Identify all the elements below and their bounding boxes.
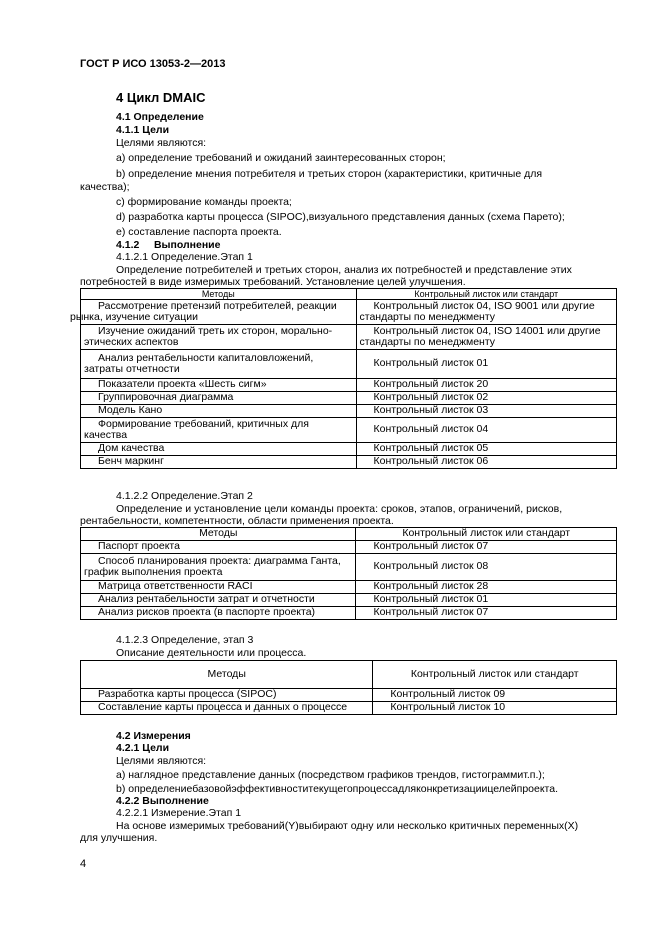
col-header-checklist: Контрольный листок или стандарт [356,528,617,541]
checklist-cell: Контрольный листок 04 [356,418,617,443]
paragraph: Определение и установление цели команды проекта: сроков, этапов, ограничений, рисков, [116,503,563,515]
subsubsection-title: 4.2.2 Выполнение [116,795,209,807]
checklist-cell: Контрольный листок 09 [373,689,617,702]
table-row [81,379,617,392]
method-cell: Способ планирования проекта: диаграмма Ганта, график выполнения проекта [81,554,356,581]
list-item-continuation: качества); [80,181,130,193]
list-item: b) определение мнения потребителя и третьих сторон (характеристики, критичные для [116,168,543,180]
table-row [81,554,617,581]
paragraph-continuation: потребностей в виде измеримых требований. Установление целей улучшения. [80,276,466,288]
col-header-checklist: Контрольный листок или стандарт [373,661,617,689]
checklist-cell: Контрольный листок 03 [356,405,617,418]
checklist-cell: Контрольный листок 01 [356,594,617,607]
document-header: ГОСТ Р ИСО 13053-2—2013 [80,58,226,70]
section-title: 4 Цикл DMAIC [116,90,206,105]
list-item: a) определение требований и ожиданий заинтересованных сторон; [116,152,446,164]
clause-title: 4.1.2.2 Определение.Этап 2 [116,490,253,502]
method-cell: Составление карты процесса и данных о процессе [81,702,373,715]
paragraph: Целями являются: [116,137,207,149]
table-row [81,689,617,702]
list-item: e) составление паспорта проекта. [116,226,282,238]
method-cell: Разработка карты процесса (SIPOC) [81,689,373,702]
subsubsection-title: 4.2.1 Цели [116,742,170,754]
method-cell: Паспорт проекта [81,541,356,554]
table-row [81,594,617,607]
method-cell: Матрица ответственности RACI [81,581,356,594]
checklist-cell: Контрольный листок 05 [356,443,617,456]
checklist-cell: Контрольный листок 10 [373,702,617,715]
method-cell: Анализ рентабельности капиталовложений, затраты отчетности [81,350,357,379]
col-header-checklist: Контрольный листок или стандарт [356,289,617,300]
list-item: a) наглядное представление данных (посредством графиков трендов, гистограммит.п.); [116,769,545,781]
page-number: 4 [80,858,87,870]
checklist-cell: Контрольный листок 08 [356,554,617,581]
subsection-title: 4.1 Определение [116,111,204,123]
table-row [81,325,617,350]
table-row [81,405,617,418]
paragraph: На основе измеримых требований(Y)выбирают одну или несколько критичных переменных(X) [116,820,579,832]
table-row [81,443,617,456]
checklist-cell: Контрольный листок 06 [356,456,617,469]
table-row [81,541,617,554]
clause-title: 4.2.2.1 Измерение.Этап 1 [116,807,242,819]
table-row [81,702,617,715]
paragraph-continuation: для улучшения. [80,832,158,844]
checklist-cell: Контрольный листок 28 [356,581,617,594]
methods-table-2 [80,527,617,620]
method-cell: Группировочная диаграмма [81,392,357,405]
clause-title: 4.1.2.3 Определение, этап 3 [116,634,254,646]
table-row [81,456,617,469]
method-cell: Модель Кано [81,405,357,418]
methods-table-3 [80,660,617,715]
method-cell: Бенч маркинг [81,456,357,469]
methods-table-1 [70,288,617,469]
list-item: b) определениебазовойэффективноститекущегопроцессадляконкретизациицелейпроекта. [116,783,558,795]
paragraph-continuation: рентабельности, компетентности, области применения проекта. [80,515,394,527]
method-cell: Рассмотрение претензий потребителей, реакции рынка, изучение ситуации [81,300,357,325]
method-cell: Показатели проекта «Шесть сигм» [81,379,357,392]
paragraph: Описание деятельности или процесса. [116,647,307,659]
method-cell: Изучение ожиданий треть их сторон, морально- этических аспектов [81,325,357,350]
checklist-cell: Контрольный листок 01 [356,350,617,379]
table-row [81,392,617,405]
col-header-methods: Методы [81,289,357,300]
method-cell: Анализ рисков проекта (в паспорте проекта) [81,607,356,620]
list-item: d) разработка карты процесса (SIPOC),визуального представления данных (схема Парето); [116,211,565,223]
checklist-cell: Контрольный листок 04, ISO 14001 или другие стандарты по менеджменту [356,325,617,350]
table-row [81,418,617,443]
subsection-title: 4.2 Измерения [116,730,191,742]
table-row [81,350,617,379]
method-cell: Формирование требований, критичных для качества [81,418,357,443]
method-cell: Анализ рентабельности затрат и отчетности [81,594,356,607]
col-header-methods: Методы [81,528,356,541]
checklist-cell: Контрольный листок 07 [356,607,617,620]
checklist-cell: Контрольный листок 20 [356,379,617,392]
checklist-cell: Контрольный листок 07 [356,541,617,554]
checklist-cell: Контрольный листок 04, ISO 9001 или другие стандарты по менеджменту [356,300,617,325]
paragraph: Целями являются: [116,755,207,767]
method-cell: Дом качества [81,443,357,456]
table-row [81,607,617,620]
paragraph: Определение потребителей и третьих сторон, анализ их потребностей и представление этих [116,264,572,276]
list-item: c) формирование команды проекта; [116,196,292,208]
subsubsection-title: 4.1.1 Цели [116,124,170,136]
col-header-methods: Методы [81,661,373,689]
clause-title: 4.1.2.1 Определение.Этап 1 [116,251,253,263]
table-row [81,581,617,594]
subsubsection-title: 4.1.2 Выполнение [116,239,221,251]
checklist-cell: Контрольный листок 02 [356,392,617,405]
table-row [81,300,617,325]
